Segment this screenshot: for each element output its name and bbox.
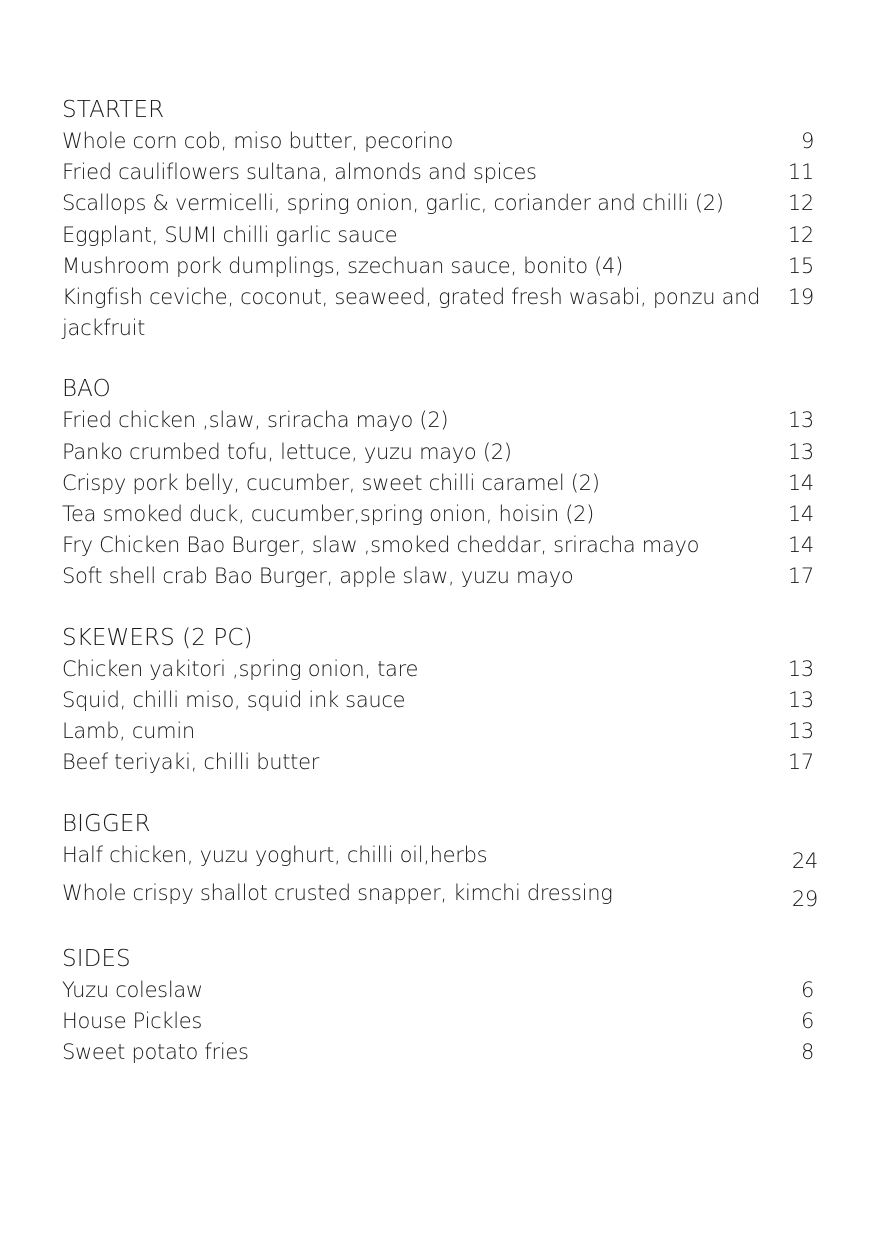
item-name: Panko crumbed tofu, lettuce, yuzu mayo (2) [62, 439, 512, 464]
menu-item [62, 220, 822, 251]
menu-item [62, 840, 822, 877]
item-name: Chicken yakitori ,spring onion, tare [62, 656, 419, 681]
item-name: Whole corn cob, miso butter, pecorino [62, 129, 454, 153]
menu-item [62, 157, 822, 188]
menu-item [62, 716, 822, 747]
item-price: 6 [800, 1009, 814, 1034]
item-price: 11 [787, 160, 814, 185]
item-name: Eggplant, SUMI chilli garlic sauce [62, 222, 398, 247]
section-starter [62, 95, 822, 344]
section-skewers [62, 623, 822, 779]
menu-item [62, 282, 822, 344]
section-bigger [62, 809, 822, 914]
item-name: Squid, chilli miso, squid ink sauce [62, 687, 406, 712]
item-name: Tea smoked duck, cucumber,spring onion, hoisin (2) [62, 502, 595, 527]
menu [62, 95, 822, 1068]
menu-item [62, 1006, 822, 1037]
menu-item [62, 405, 822, 436]
item-price: 14 [787, 470, 814, 495]
item-name: Scallops & vermicelli, spring onion, garlic, coriander and chilli (2) [62, 191, 724, 216]
item-name: Mushroom pork dumplings, szechuan sauce, bonito (4) [62, 253, 623, 278]
item-name: Sweet potato fries [62, 1040, 249, 1065]
item-price: 24 [791, 849, 818, 874]
menu-item [62, 747, 822, 778]
menu-item [62, 499, 822, 530]
item-price: 6 [800, 977, 814, 1002]
menu-item [62, 530, 822, 561]
section-title: BAO [62, 376, 111, 403]
item-price: 13 [787, 656, 814, 681]
menu-item [62, 126, 822, 157]
item-name: Yuzu coleslaw [62, 977, 203, 1002]
item-name: Fry Chicken Bao Burger, slaw ,smoked cheddar, sriracha mayo [62, 533, 700, 558]
item-price: 13 [787, 439, 814, 464]
item-price: 13 [787, 408, 814, 433]
menu-item [62, 975, 822, 1006]
item-price: 12 [787, 222, 814, 247]
item-price: 13 [787, 719, 814, 744]
menu-item [62, 468, 822, 499]
item-price: 29 [791, 886, 818, 911]
item-name: Half chicken, yuzu yoghurt, chilli oil,herbs [62, 843, 488, 868]
item-name: House Pickles [62, 1009, 203, 1034]
item-price: 14 [787, 533, 814, 558]
item-price: 19 [787, 285, 814, 310]
item-price: 13 [787, 687, 814, 712]
item-price: 14 [787, 502, 814, 527]
section-title: BIGGER [62, 811, 151, 838]
item-name: Crispy pork belly, cucumber, sweet chilli caramel (2) [62, 470, 600, 495]
item-price: 8 [800, 1040, 814, 1065]
menu-item [62, 251, 822, 282]
item-price: 12 [787, 191, 814, 216]
item-name: Soft shell crab Bao Burger, apple slaw, yuzu mayo [62, 564, 574, 589]
menu-item [62, 188, 822, 219]
item-price: 17 [787, 564, 814, 589]
item-price: 9 [800, 129, 814, 153]
menu-item [62, 561, 822, 592]
item-name: Whole crispy shallot crusted snapper, kimchi dressing [62, 880, 613, 905]
item-price: 17 [787, 750, 814, 775]
item-name: Lamb, cumin [62, 719, 195, 744]
item-name: Fried chicken ,slaw, sriracha mayo (2) [62, 408, 449, 433]
section-title: SKEWERS (2 PC) [62, 624, 253, 651]
section-sides [62, 944, 822, 1069]
item-price: 15 [787, 253, 814, 278]
item-name: Fried cauliflowers sultana, almonds and spices [62, 160, 537, 185]
menu-item [62, 685, 822, 716]
item-name: Beef teriyaki, chilli butter [62, 750, 320, 775]
menu-item [62, 654, 822, 685]
menu-item [62, 437, 822, 468]
item-name: Kingfish ceviche, coconut, seaweed, grated fresh wasabi, ponzu and jackfruit [62, 285, 761, 341]
menu-item [62, 878, 822, 915]
section-title: SIDES [62, 945, 131, 972]
menu-item [62, 1037, 822, 1068]
section-bao [62, 374, 822, 592]
section-title: STARTER [62, 97, 165, 123]
